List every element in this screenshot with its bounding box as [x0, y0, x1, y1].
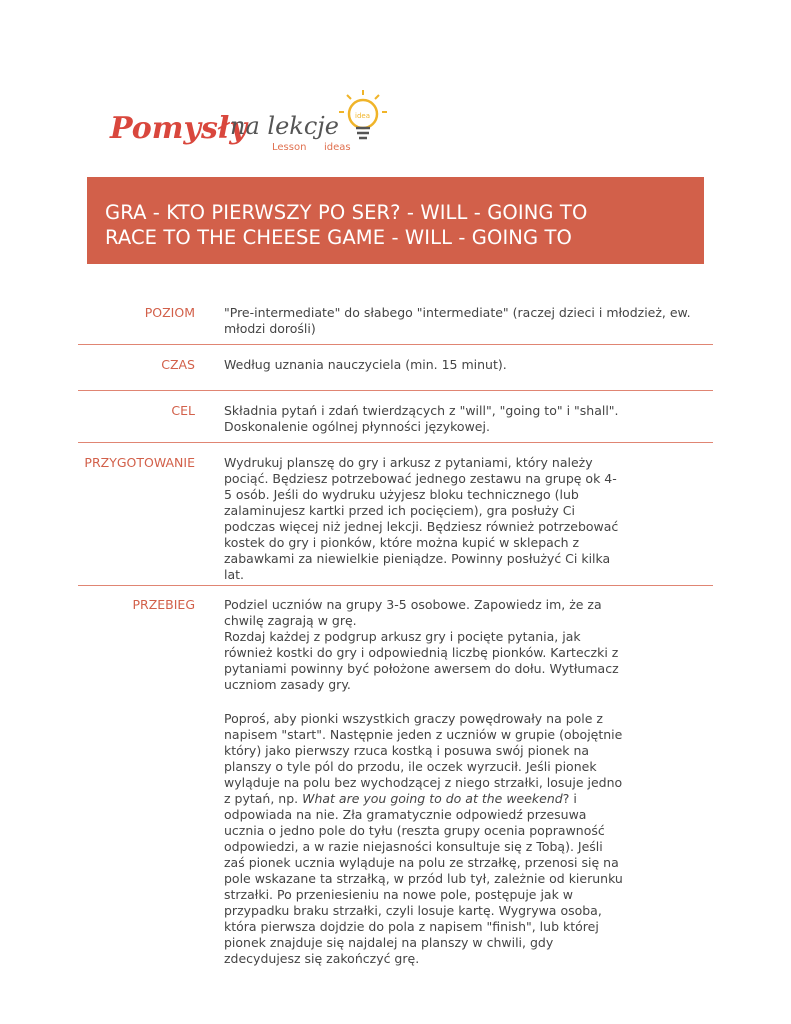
przebieg-paragraph-2: Rozdaj każdej z podgrup arkusz gry i pocięte pytania, jak również kostki do gry i odpowiednią liczbę pionków. Karteczki z pytaniami powinny być położone awersem do dołu. Wytłumacz uczniom zasady gry.	[224, 629, 619, 692]
section-text-cel: Składnia pytań i zdań twierdzących z "will", "going to" i "shall". Doskonalenie ogólnej płynności językowej.	[224, 403, 619, 434]
title-line-english: RACE TO THE CHEESE GAME - WILL - GOING TO	[105, 226, 572, 249]
pomysly-na-lekcje-logo	[88, 90, 398, 160]
przebieg-paragraph-1: Podziel uczniów na grupy 3-5 osobowe. Zapowiedz im, że za chwilę zagrają w grę.	[224, 597, 602, 628]
section-divider	[78, 344, 713, 345]
title-line-polish: GRA - KTO PIERWSZY PO SER? - WILL - GOING TO	[105, 201, 588, 224]
section-text-przebieg	[224, 597, 624, 967]
logo-subtitle-ideas: ideas	[324, 142, 351, 153]
title-banner	[87, 177, 704, 264]
section-text-poziom: "Pre-intermediate" do słabego "intermediate" (raczej dzieci i młodzież, ew. młodzi dorośli)	[224, 305, 691, 336]
przebieg-paragraph-3	[224, 711, 624, 967]
lightbulb-icon	[339, 90, 387, 138]
section-text-czas: Według uznania nauczyciela (min. 15 minut).	[224, 357, 507, 372]
section-divider	[78, 390, 713, 391]
logo-brand-script: Pomysły	[110, 111, 247, 146]
section-text-przygotowanie: Wydrukuj planszę do gry i arkusz z pytaniami, który należy pociąć. Będziesz potrzebować jednego zestawu na grupę ok 4-5 osób. Jeśli do wydruku użyjesz bloku technicznego (lub zalaminujesz kartki przed ich pocięciem), gra posłuży Ci podczas więcej niż jednej lekcji. Będziesz również potrzebować kostek do gry i pionków, które można kupić w sklepach z zabawkami za niewielkie pieniądze. Powinny posłużyć Ci kilka lat.	[224, 455, 619, 582]
section-label-przebieg: PRZEBIEG	[132, 597, 195, 612]
section-label-czas: CZAS	[161, 357, 195, 372]
section-divider	[78, 442, 713, 443]
bulb-idea-text: idea	[355, 112, 370, 120]
logo-subtitle-lesson: Lesson	[272, 142, 307, 153]
section-label-poziom: POZIOM	[144, 305, 195, 320]
przebieg-p3-before: Poproś, aby pionki wszystkich graczy powędrowały na pole z napisem "start". Następnie jeden z uczniów w grupie (obojętnie który) jako pierwszy rzuca kostką i posuwa swój pionek na planszy o tyle pól do przodu, ile oczek wyrzucił. Jeśli pionek wyląduje na polu bez wychodzącej z niego strzałki, losuje jedno z pytań, np.	[224, 711, 623, 806]
logo-brand-tail: na lekcje	[230, 112, 339, 140]
section-label-przygotowanie: PRZYGOTOWANIE	[84, 455, 195, 470]
section-label-cel: CEL	[171, 403, 195, 418]
przebieg-p3-after: ? i odpowiada na nie. Zła gramatycznie odpowiedź przesuwa ucznia o jedno pole do tyłu (reszta grupy ocenia poprawność odpowiedzi, a w razie niejasności konsultuje się z Tobą). Jeśli zaś pionek ucznia wyląduje na polu ze strzałkę, przenosi się na pole wskazane ta strzałką, w przód lub tył, zależnie od kierunku strzałki. Po przeniesieniu na nowe pole, postępuje jak w przypadku braku strzałki, czyli losuje kartę. Wygrywa osoba, która pierwsza dojdzie do pola z napisem "finish", lub której pionek znajduje się najdalej na planszy w chwili, gdy zdecydujesz się zakończyć grę.	[224, 791, 623, 966]
section-divider	[78, 585, 713, 586]
przebieg-p3-example: What are you going to do at the weekend	[302, 791, 563, 806]
